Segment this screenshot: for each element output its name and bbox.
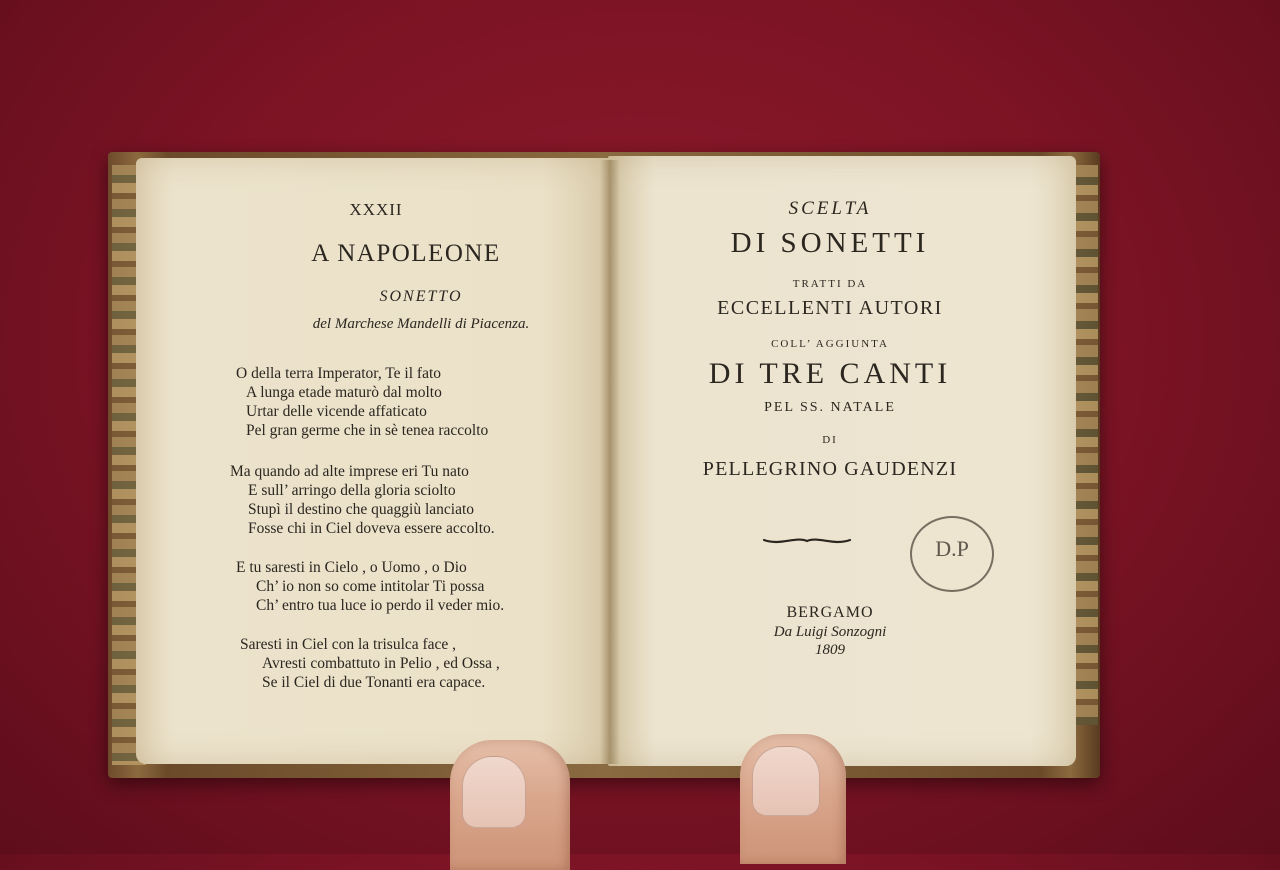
title-author: PELLEGRINO GAUDENZI [702, 458, 958, 480]
verse-line: Avresti combattuto in Pelio , ed Ossa , [262, 655, 500, 672]
verse-line: Se il Ciel di due Tonanti era capace. [262, 674, 486, 691]
verse-line: Ma quando ad alte imprese eri Tu nato [230, 463, 469, 480]
verse-line: A lunga etade maturò dal molto [246, 384, 442, 401]
title-coll-aggiunta: COLL’ AGGIUNTA [771, 338, 889, 350]
ornament-rule [760, 532, 854, 548]
verse-line: Saresti in Ciel con la trisulca face , [240, 636, 457, 653]
left-thumbnail [462, 756, 526, 828]
verse-line: Pel gran germe che in sè tenea raccolto [246, 422, 489, 439]
verse-line: Ch’ entro tua luce io perdo il veder mio. [256, 597, 505, 614]
verse-line: Ch’ io non so come intitolar Ti possa [256, 578, 485, 595]
verse-line: E tu saresti in Cielo , o Uomo , o Dio [236, 559, 467, 576]
title-eccellenti-autori: ECCELLENTI AUTORI [717, 297, 943, 319]
verse-line: Urtar delle vicende affaticato [246, 403, 427, 420]
imprint-publisher: Da Luigi Sonzogni [773, 624, 887, 640]
title-di: DI [822, 434, 838, 446]
title-di-tre-canti: DI TRE CANTI [708, 357, 952, 390]
poem-author: del Marchese Mandelli di Piacenza. [312, 316, 530, 332]
right-thumbnail [752, 746, 820, 816]
book-gutter [600, 160, 620, 764]
title-di-sonetti: DI SONETTI [730, 227, 930, 259]
imprint-city: BERGAMO [786, 604, 874, 621]
poem-number: XXXII [349, 200, 403, 219]
poem-subtitle: SONETTO [379, 288, 463, 305]
imprint-year: 1809 [815, 642, 845, 658]
poem-title: A NAPOLEONE [311, 240, 501, 267]
verse-line: Fosse chi in Ciel doveva essere accolto. [248, 520, 495, 537]
verse-line: E sull’ arringo della gloria sciolto [248, 482, 456, 499]
title-scelta: SCELTA [788, 198, 872, 219]
verse-line: O della terra Imperator, Te il fato [236, 365, 442, 382]
verse-line: Stupì il destino che quaggiù lanciato [248, 501, 474, 518]
title-pel-natale: PEL SS. NATALE [764, 400, 896, 415]
library-stamp-text: D.P [935, 536, 969, 561]
title-tratti-da: TRATTI DA [792, 278, 868, 290]
